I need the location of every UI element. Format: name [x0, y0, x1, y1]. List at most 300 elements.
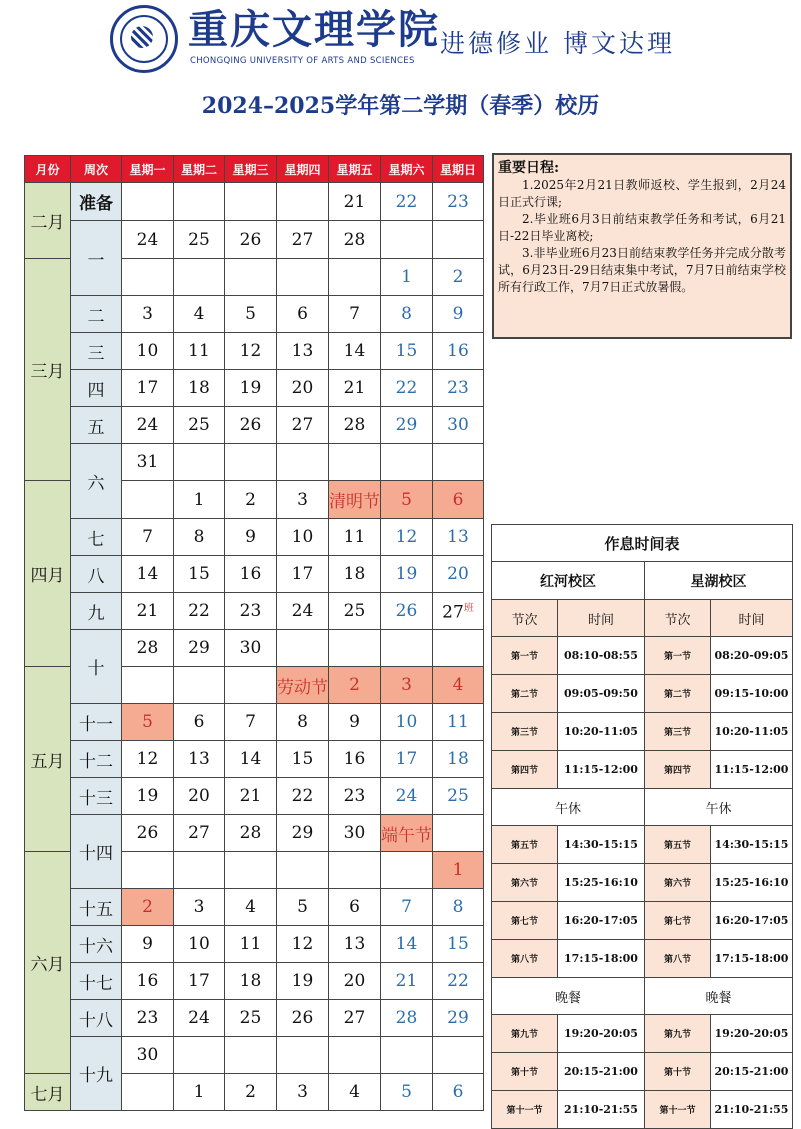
calendar-row	[25, 407, 484, 444]
period-label: 第十节	[645, 1053, 711, 1091]
period-label: 第四节	[645, 751, 711, 789]
day-cell: 24	[381, 778, 433, 815]
day-cell: 27	[174, 815, 225, 852]
day-cell: 16	[329, 741, 381, 778]
day-cell: 5	[122, 704, 174, 741]
day-cell: 30	[329, 815, 381, 852]
calendar-row	[25, 296, 484, 333]
day-cell: 13	[174, 741, 225, 778]
makeup-workday-badge: 班	[463, 603, 474, 615]
day-cell: 25	[225, 1000, 277, 1037]
day-cell	[174, 1037, 225, 1074]
day-cell: 21	[329, 183, 381, 221]
period-time-honghe: 08:10-08:55	[558, 637, 645, 675]
day-cell: 18	[433, 741, 484, 778]
day-cell: 14	[381, 926, 433, 963]
day-cell: 4	[329, 1074, 381, 1111]
day-cell: 23	[433, 370, 484, 407]
day-cell: 26	[122, 815, 174, 852]
timetable	[491, 524, 793, 1129]
day-cell: 25	[433, 778, 484, 815]
day-cell: 27	[329, 1000, 381, 1037]
period-time-xinghu: 20:15-21:00	[711, 1053, 793, 1091]
day-cell: 25	[174, 407, 225, 444]
day-cell: 18	[329, 556, 381, 593]
day-cell: 1	[174, 1074, 225, 1111]
day-cell	[433, 593, 484, 630]
day-cell: 15	[174, 556, 225, 593]
calendar-row	[25, 593, 484, 630]
week-cell: 十七	[71, 963, 122, 1000]
day-cell	[277, 444, 329, 481]
day-cell: 29	[433, 1000, 484, 1037]
day-cell: 2	[433, 259, 484, 296]
day-cell: 7	[225, 704, 277, 741]
period-time-honghe: 11:15-12:00	[558, 751, 645, 789]
day-cell: 8	[174, 519, 225, 556]
day-cell: 20	[433, 556, 484, 593]
timetable-title: 作息时间表	[492, 525, 793, 562]
period-time-honghe: 19:20-20:05	[558, 1015, 645, 1053]
day-cell: 23	[329, 778, 381, 815]
day-cell: 5	[225, 296, 277, 333]
day-cell: 9	[329, 704, 381, 741]
day-cell: 15	[277, 741, 329, 778]
day-cell: 2	[122, 889, 174, 926]
day-cell	[174, 667, 225, 704]
day-cell	[277, 183, 329, 221]
timetable-row	[492, 713, 793, 751]
day-cell: 5	[381, 481, 433, 519]
day-cell	[174, 852, 225, 889]
period-label: 第二节	[645, 675, 711, 713]
campus-xinghu: 星湖校区	[645, 562, 793, 600]
calendar-row	[25, 741, 484, 778]
day-cell: 12	[277, 926, 329, 963]
calendar-row	[25, 926, 484, 963]
header-fri: 星期五	[329, 156, 381, 183]
week-cell: 十八	[71, 1000, 122, 1037]
period-time-xinghu: 21:10-21:55	[711, 1091, 793, 1129]
calendar-row	[25, 630, 484, 667]
month-cell: 六月	[25, 852, 71, 1074]
note-item: 3.非毕业班6月23日前结束教学任务并完成分散考试，6月23日-29日结束集中考试，7月7日前结束学校所有行政工作，7月7日正式放暑假。	[498, 246, 786, 294]
day-cell: 21	[381, 963, 433, 1000]
day-cell: 6	[329, 889, 381, 926]
week-cell: 十九	[71, 1037, 122, 1111]
day-cell	[174, 259, 225, 296]
day-cell: 3	[277, 481, 329, 519]
calendar-row	[25, 370, 484, 407]
week-cell: 十二	[71, 741, 122, 778]
day-cell: 18	[225, 963, 277, 1000]
period-time-honghe: 15:25-16:10	[558, 864, 645, 902]
week-cell: 六	[71, 444, 122, 519]
day-cell: 12	[381, 519, 433, 556]
day-cell: 29	[174, 630, 225, 667]
period-label: 第十节	[492, 1053, 558, 1091]
period-label: 第七节	[645, 902, 711, 940]
period-time-xinghu: 16:20-17:05	[711, 902, 793, 940]
university-seal-icon	[110, 5, 178, 73]
period-time-honghe: 10:20-11:05	[558, 713, 645, 751]
day-cell: 10	[381, 704, 433, 741]
day-cell	[381, 630, 433, 667]
day-cell: 18	[174, 370, 225, 407]
period-label: 第一节	[645, 637, 711, 675]
day-cell: 1	[381, 259, 433, 296]
timetable-row	[492, 940, 793, 978]
day-cell: 16	[225, 556, 277, 593]
period-label: 第六节	[645, 864, 711, 902]
school-calendar-table	[24, 155, 484, 1111]
day-cell	[433, 815, 484, 852]
calendar-row	[25, 704, 484, 741]
campus-honghe: 红河校区	[492, 562, 645, 600]
day-cell: 4	[174, 296, 225, 333]
day-cell: 7	[381, 889, 433, 926]
period-label: 第九节	[645, 1015, 711, 1053]
calendar-row	[25, 815, 484, 852]
day-cell: 22	[277, 778, 329, 815]
calendar-row	[25, 183, 484, 221]
day-cell: 15	[381, 333, 433, 370]
day-cell: 25	[174, 221, 225, 259]
day-cell: 2	[225, 481, 277, 519]
day-cell	[381, 221, 433, 259]
period-label: 第八节	[645, 940, 711, 978]
day-cell	[122, 183, 174, 221]
week-cell: 八	[71, 556, 122, 593]
day-cell: 17	[174, 963, 225, 1000]
day-cell: 3	[174, 889, 225, 926]
period-time-honghe: 17:15-18:00	[558, 940, 645, 978]
day-cell: 21	[329, 370, 381, 407]
day-cell: 6	[433, 1074, 484, 1111]
dinner-break: 晚餐	[492, 978, 645, 1015]
day-cell: 1	[433, 852, 484, 889]
lunch-break: 午休	[645, 789, 793, 826]
day-cell: 26	[277, 1000, 329, 1037]
day-cell: 21	[122, 593, 174, 630]
day-cell: 22	[381, 183, 433, 221]
page-header	[0, 0, 801, 80]
calendar-row	[25, 889, 484, 926]
week-cell: 九	[71, 593, 122, 630]
day-cell: 3	[381, 667, 433, 704]
week-cell: 十	[71, 630, 122, 704]
day-cell: 2	[225, 1074, 277, 1111]
timetable-row	[492, 751, 793, 789]
day-cell: 11	[433, 704, 484, 741]
day-cell: 13	[433, 519, 484, 556]
day-cell: 20	[277, 370, 329, 407]
period-label: 第九节	[492, 1015, 558, 1053]
day-cell: 28	[381, 1000, 433, 1037]
timetable-row	[492, 1053, 793, 1091]
week-cell: 三	[71, 333, 122, 370]
week-cell: 一	[71, 221, 122, 296]
timetable-row	[492, 525, 793, 562]
day-cell: 19	[277, 963, 329, 1000]
day-cell: 3	[277, 1074, 329, 1111]
day-cell: 1	[174, 481, 225, 519]
timetable-row	[492, 826, 793, 864]
timetable-row	[492, 562, 793, 600]
calendar-row	[25, 556, 484, 593]
week-cell: 十四	[71, 815, 122, 889]
period-label: 第一节	[492, 637, 558, 675]
day-cell: 19	[122, 778, 174, 815]
calendar-row	[25, 221, 484, 259]
day-cell: 30	[225, 630, 277, 667]
day-cell: 清明节	[329, 481, 381, 519]
period-time-honghe: 20:15-21:00	[558, 1053, 645, 1091]
week-cell: 十五	[71, 889, 122, 926]
period-time-xinghu: 19:20-20:05	[711, 1015, 793, 1053]
day-cell: 20	[174, 778, 225, 815]
timetable-row	[492, 1091, 793, 1129]
day-cell	[433, 444, 484, 481]
day-cell: 23	[225, 593, 277, 630]
day-cell: 10	[277, 519, 329, 556]
header-mon: 星期一	[122, 156, 174, 183]
period-time-xinghu: 08:20-09:05	[711, 637, 793, 675]
period-label: 第十一节	[492, 1091, 558, 1129]
day-cell: 21	[225, 778, 277, 815]
day-cell: 10	[122, 333, 174, 370]
period-label: 第八节	[492, 940, 558, 978]
calendar-row	[25, 333, 484, 370]
day-cell: 22	[433, 963, 484, 1000]
day-cell: 劳动节	[277, 667, 329, 704]
day-cell: 24	[122, 221, 174, 259]
day-cell: 14	[122, 556, 174, 593]
day-cell	[225, 259, 277, 296]
day-cell: 22	[174, 593, 225, 630]
col-period: 节次	[492, 600, 558, 637]
calendar-header-row	[25, 156, 484, 183]
period-label: 第四节	[492, 751, 558, 789]
day-cell	[122, 667, 174, 704]
day-cell	[122, 481, 174, 519]
day-cell: 30	[433, 407, 484, 444]
month-cell: 五月	[25, 667, 71, 852]
period-time-honghe: 16:20-17:05	[558, 902, 645, 940]
day-cell	[277, 1037, 329, 1074]
day-cell: 11	[329, 519, 381, 556]
day-cell: 28	[329, 221, 381, 259]
day-cell: 27	[277, 407, 329, 444]
day-cell	[433, 221, 484, 259]
day-cell: 11	[174, 333, 225, 370]
period-label: 第七节	[492, 902, 558, 940]
day-cell	[122, 852, 174, 889]
day-cell: 12	[225, 333, 277, 370]
timetable-row	[492, 864, 793, 902]
calendar-row	[25, 519, 484, 556]
day-cell: 26	[225, 221, 277, 259]
period-label: 第三节	[645, 713, 711, 751]
day-cell: 7	[329, 296, 381, 333]
period-time-xinghu: 14:30-15:15	[711, 826, 793, 864]
notes-title: 重要日程:	[498, 160, 560, 176]
day-cell: 20	[329, 963, 381, 1000]
week-cell: 二	[71, 296, 122, 333]
important-schedule-notes	[492, 153, 792, 339]
week-cell: 十一	[71, 704, 122, 741]
day-cell: 8	[381, 296, 433, 333]
week-cell: 十六	[71, 926, 122, 963]
day-cell	[433, 1037, 484, 1074]
month-cell: 七月	[25, 1074, 71, 1111]
header-sat: 星期六	[381, 156, 433, 183]
day-cell: 28	[329, 407, 381, 444]
month-cell: 四月	[25, 481, 71, 667]
month-cell: 三月	[25, 259, 71, 481]
period-time-honghe: 14:30-15:15	[558, 826, 645, 864]
week-cell: 四	[71, 370, 122, 407]
day-cell: 17	[277, 556, 329, 593]
day-cell: 30	[122, 1037, 174, 1074]
school-motto: 进德修业 博文达理	[440, 29, 675, 58]
day-cell	[381, 852, 433, 889]
day-cell: 10	[174, 926, 225, 963]
day-cell: 9	[433, 296, 484, 333]
day-cell: 13	[329, 926, 381, 963]
timetable-row	[492, 600, 793, 637]
day-cell: 6	[174, 704, 225, 741]
day-cell: 端午节	[381, 815, 433, 852]
col-period: 节次	[645, 600, 711, 637]
day-cell: 23	[433, 183, 484, 221]
calendar-row	[25, 1037, 484, 1074]
timetable-row	[492, 1015, 793, 1053]
timetable-row	[492, 789, 793, 826]
school-name-en: CHONGQING UNIVERSITY OF ARTS AND SCIENCES	[190, 56, 415, 66]
header-sun: 星期日	[433, 156, 484, 183]
day-cell: 8	[433, 889, 484, 926]
day-cell: 9	[225, 519, 277, 556]
period-label: 第二节	[492, 675, 558, 713]
calendar-row	[25, 444, 484, 481]
day-cell: 31	[122, 444, 174, 481]
day-number: 27	[442, 602, 464, 623]
day-cell: 29	[381, 407, 433, 444]
col-time: 时间	[558, 600, 645, 637]
day-cell: 4	[433, 667, 484, 704]
day-cell	[329, 259, 381, 296]
header-month: 月份	[25, 156, 71, 183]
day-cell: 13	[277, 333, 329, 370]
calendar-row	[25, 963, 484, 1000]
week-cell: 五	[71, 407, 122, 444]
day-cell: 17	[122, 370, 174, 407]
dinner-break: 晚餐	[645, 978, 793, 1015]
col-time: 时间	[711, 600, 793, 637]
timetable-row	[492, 675, 793, 713]
note-item: 2.毕业班6月3日前结束教学任务和考试，6月21日-22日毕业离校;	[498, 212, 786, 243]
day-cell	[329, 852, 381, 889]
day-cell	[225, 183, 277, 221]
day-cell: 5	[381, 1074, 433, 1111]
day-cell: 23	[122, 1000, 174, 1037]
day-cell	[122, 259, 174, 296]
day-cell: 24	[277, 593, 329, 630]
day-cell	[174, 183, 225, 221]
day-cell: 19	[225, 370, 277, 407]
day-cell: 11	[225, 926, 277, 963]
calendar-row	[25, 778, 484, 815]
day-cell: 12	[122, 741, 174, 778]
day-cell	[225, 444, 277, 481]
day-cell: 19	[381, 556, 433, 593]
period-time-xinghu: 15:25-16:10	[711, 864, 793, 902]
period-time-honghe: 21:10-21:55	[558, 1091, 645, 1129]
timetable-row	[492, 978, 793, 1015]
day-cell	[381, 444, 433, 481]
day-cell: 2	[329, 667, 381, 704]
day-cell	[122, 1074, 174, 1111]
day-cell: 25	[329, 593, 381, 630]
day-cell	[329, 1037, 381, 1074]
day-cell: 14	[225, 741, 277, 778]
period-time-xinghu: 10:20-11:05	[711, 713, 793, 751]
period-label: 第五节	[492, 826, 558, 864]
week-cell: 准备	[71, 183, 122, 221]
day-cell	[277, 630, 329, 667]
day-cell: 8	[277, 704, 329, 741]
header-wed: 星期三	[225, 156, 277, 183]
day-cell: 17	[381, 741, 433, 778]
day-cell	[174, 444, 225, 481]
period-time-xinghu: 09:15-10:00	[711, 675, 793, 713]
day-cell: 22	[381, 370, 433, 407]
timetable-row	[492, 637, 793, 675]
day-cell: 16	[122, 963, 174, 1000]
day-cell	[381, 1037, 433, 1074]
period-label: 第三节	[492, 713, 558, 751]
period-time-honghe: 09:05-09:50	[558, 675, 645, 713]
day-cell: 5	[277, 889, 329, 926]
header-thu: 星期四	[277, 156, 329, 183]
month-cell: 二月	[25, 183, 71, 259]
week-cell: 七	[71, 519, 122, 556]
school-name: 重庆文理学院	[188, 6, 440, 53]
day-cell: 14	[329, 333, 381, 370]
day-cell	[225, 1037, 277, 1074]
period-time-xinghu: 17:15-18:00	[711, 940, 793, 978]
calendar-row	[25, 1000, 484, 1037]
day-cell: 7	[122, 519, 174, 556]
day-cell	[225, 852, 277, 889]
header-week: 周次	[71, 156, 122, 183]
day-cell	[225, 667, 277, 704]
day-cell: 28	[225, 815, 277, 852]
day-cell: 24	[122, 407, 174, 444]
day-cell	[277, 259, 329, 296]
period-label: 第五节	[645, 826, 711, 864]
day-cell: 15	[433, 926, 484, 963]
timetable-row	[492, 902, 793, 940]
day-cell: 29	[277, 815, 329, 852]
day-cell: 6	[433, 481, 484, 519]
day-cell: 16	[433, 333, 484, 370]
day-cell	[329, 630, 381, 667]
day-cell: 24	[174, 1000, 225, 1037]
lunch-break: 午休	[492, 789, 645, 826]
day-cell: 27	[277, 221, 329, 259]
